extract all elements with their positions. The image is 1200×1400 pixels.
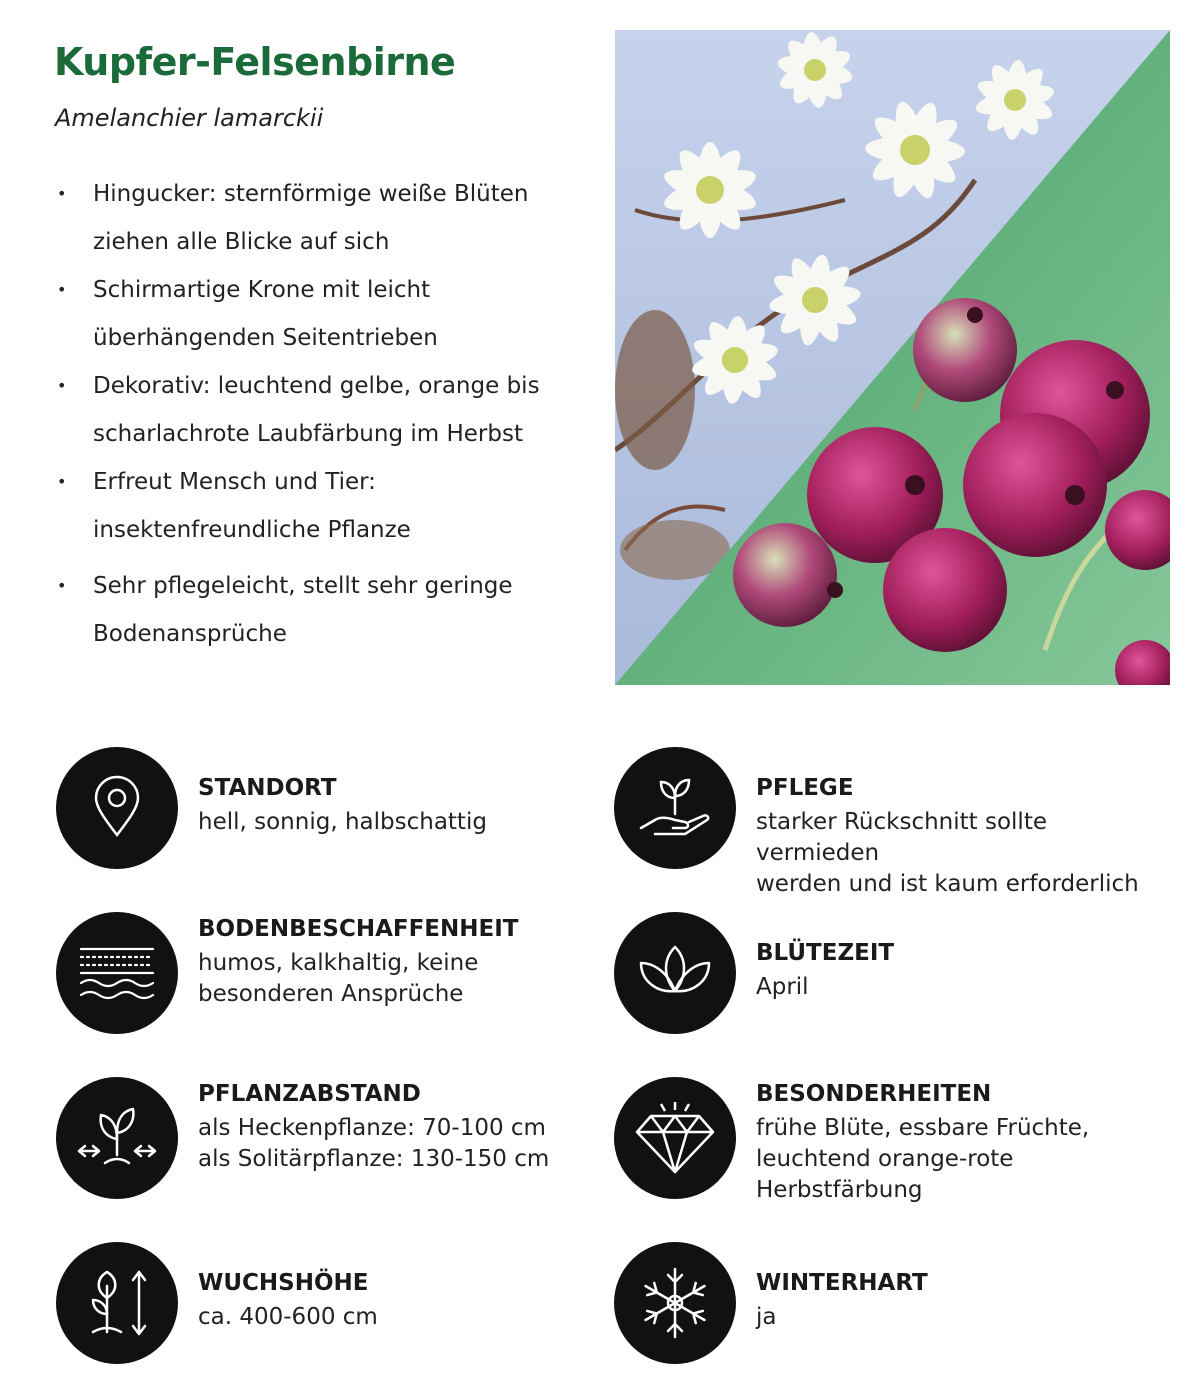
fact-label: PFLEGE [756, 775, 854, 801]
fact-besonder [614, 1077, 1154, 1202]
latin-name: Amelanchier lamarckii [55, 104, 324, 132]
fact-label: BESONDERHEITEN [756, 1081, 992, 1107]
location-pin-icon [56, 747, 178, 869]
fact-value: frühe Blüte, essbare Früchte, leuchtend orange-rote Herbstfärbung [756, 1115, 1090, 1203]
list-item: • Hingucker: sternförmige weiße Blüten ziehen alle Blicke auf sich [55, 170, 575, 266]
fact-label: STANDORT [198, 775, 337, 801]
diamond-icon [614, 1077, 736, 1199]
lotus-flower-icon [614, 912, 736, 1034]
fact-label: WUCHSHÖHE [198, 1270, 369, 1296]
bullet-icon: • [57, 376, 67, 395]
list-item: • Erfreut Mensch und Tier: insektenfreundliche Pflanze [55, 458, 575, 554]
snowflake-icon [614, 1242, 736, 1364]
fact-label: BODENBESCHAFFENHEIT [198, 916, 519, 942]
list-item: • Sehr pflegeleicht, stellt sehr geringe Bodenansprüche [55, 562, 575, 658]
fact-winterhart [614, 1242, 1154, 1367]
blossom-berry-image [615, 30, 1170, 685]
fact-value: hell, sonnig, halbschattig [198, 809, 487, 835]
fact-value: ja [756, 1304, 777, 1330]
fact-value: ca. 400-600 cm [198, 1304, 378, 1330]
product-title: Kupfer-Felsenbirne [54, 40, 456, 84]
list-item: • Schirmartige Krone mit leicht überhängenden Seitentrieben [55, 266, 575, 362]
soil-layers-icon [56, 912, 178, 1034]
product-photo [615, 30, 1170, 685]
list-item: • Dekorativ: leuchtend gelbe, orange bis scharlachrote Laubfärbung im Herbst [55, 362, 575, 458]
fact-value: humos, kalkhaltig, keine besonderen Ansprüche [198, 950, 479, 1007]
bullet-icon: • [57, 184, 67, 203]
plant-hand-icon [614, 747, 736, 869]
fact-label: WINTERHART [756, 1270, 928, 1296]
fact-standort [56, 747, 596, 872]
fact-value: April [756, 974, 809, 1000]
bullet-icon: • [57, 576, 67, 595]
tree-height-icon [56, 1242, 178, 1364]
fact-hoehe [56, 1242, 596, 1367]
feature-list [55, 170, 575, 658]
plant-spacing-icon [56, 1077, 178, 1199]
bullet-icon: • [57, 280, 67, 299]
fact-value: starker Rückschnitt sollte vermieden werden und ist kaum erforderlich [756, 809, 1139, 897]
fact-boden [56, 912, 596, 1037]
bullet-icon: • [57, 472, 67, 491]
fact-label: BLÜTEZEIT [756, 940, 895, 966]
fact-abstand [56, 1077, 596, 1202]
fact-pflege [614, 747, 1154, 897]
fact-bluete [614, 912, 1154, 1037]
fact-value: als Heckenpflanze: 70-100 cm als Solitärpflanze: 130-150 cm [198, 1115, 550, 1172]
fact-label: PFLANZABSTAND [198, 1081, 421, 1107]
